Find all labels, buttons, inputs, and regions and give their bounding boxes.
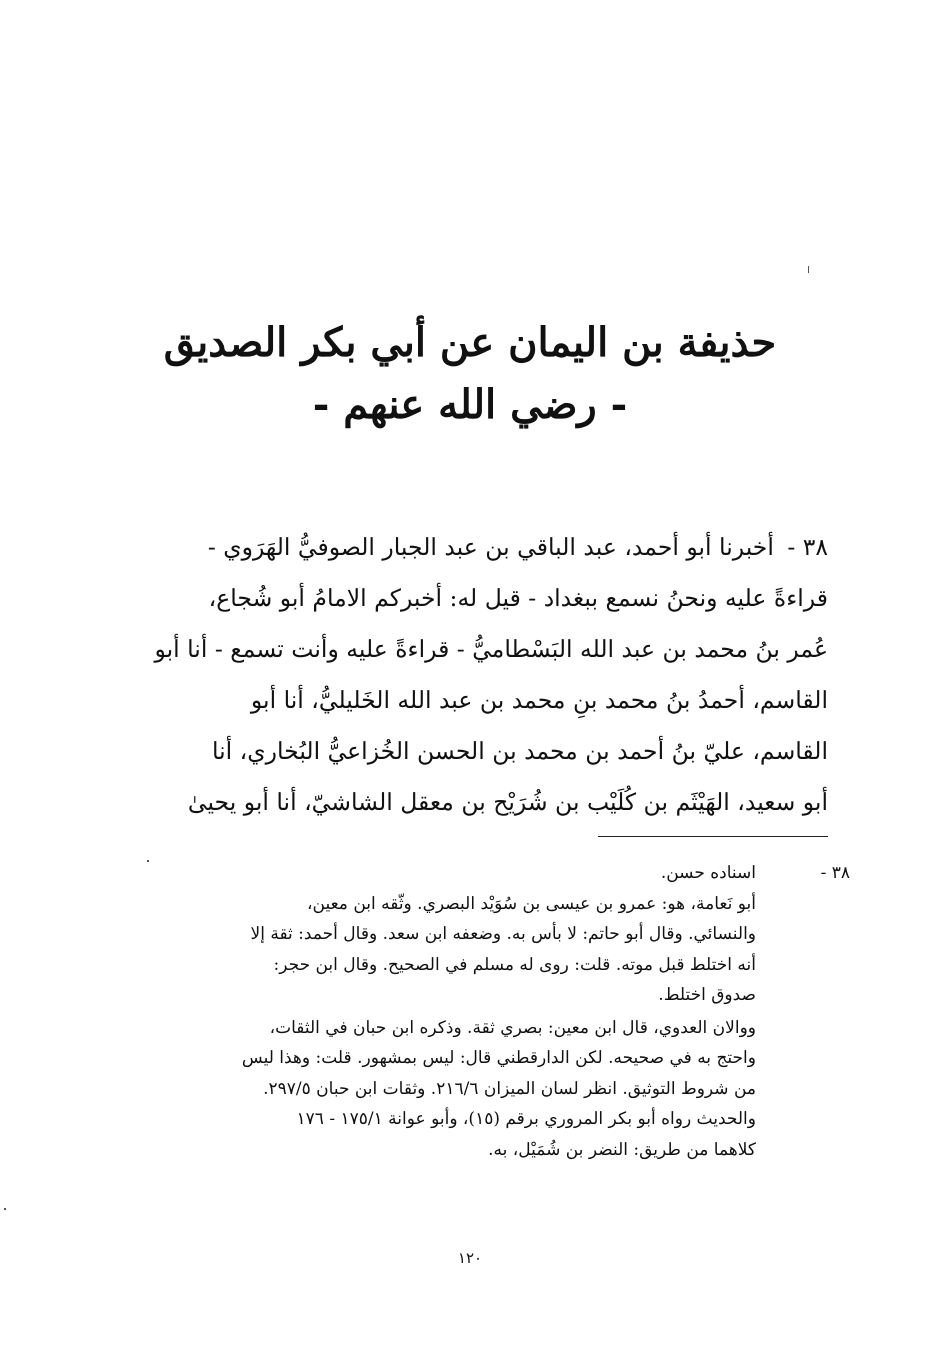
hadith-line: أبو سعيد، الهَيْثَم بن كُلَيْب بن شُرَيْح بن معقل الشاشيّ، أنا أبو يحيىٰ: [187, 788, 828, 816]
footnote-line: من شروط التوثيق. انظر لسان الميزان ٢١٦/٦. وثقات ابن حبان ٢٩٧/٥.: [263, 1078, 756, 1099]
hadith-line: [104, 522, 828, 573]
hadith-number: ٣٨ -: [787, 533, 828, 561]
page-number: ١٢٠: [457, 1249, 483, 1267]
scan-mark: [4, 1208, 6, 1210]
hadith-line: القاسم، عليّ بنُ أحمد بن محمد بن الحسن الخُزاعيُّ البُخاري، أنا: [211, 737, 828, 765]
hadith-text: [104, 522, 828, 828]
footnote-number: ٣٨ -: [820, 863, 850, 883]
hadith-line-text: أخبرنا أبو أحمد، عبد الباقي بن عبد الجبار الصوفيُّ الهَرَوي -: [207, 533, 774, 561]
footnote-line: اسناده حسن.: [660, 863, 756, 883]
footnote-divider: [598, 836, 828, 837]
chapter-title-line-2: - رضي الله عنهم -: [312, 381, 628, 428]
footnote-line: ووالان العدوي، قال ابن معين: بصري ثقة. وذكره ابن حبان في الثقات،: [269, 1017, 756, 1038]
scan-mark: [808, 266, 809, 273]
footnote-line: والنسائي. وقال أبو حاتم: لا بأس به. وضعفه ابن سعد. وقال أحمد: ثقة إلا: [250, 924, 756, 944]
footnote-line: واحتج به في صحيحه. لكن الدارقطني قال: ليس بمشهور. قلت: وهذا ليس: [241, 1048, 756, 1068]
chapter-title: [100, 312, 840, 436]
hadith-line: القاسم، أحمدُ بنُ محمد بنِ محمد بن عبد الله الخَليليُّ، أنا أبو: [250, 686, 828, 714]
footnote-line: أبو نَعامة، هو: عمرو بن عيسى بن سُوَيْد البصري. وثّقه ابن معين،: [307, 893, 756, 914]
hadith-line: قراءةً عليه ونحنُ نسمع ببغداد - قيل له: أخبركم الامامُ أبو شُجاع،: [208, 584, 828, 612]
footnote-line: أنه اختلط قبل موته. قلت: روى له مسلم في الصحيح. وقال ابن حجر:: [273, 954, 756, 975]
footnote-line: كلاهما من طريق: النضر بن شُمَيْل، به.: [488, 1139, 756, 1160]
footnote-line: صدوق اختلط.: [658, 985, 756, 1005]
footnote-line: والحديث رواه أبو بكر المروري برقم (١٥)، وأبو عوانة ١٧٥/١ - ١٧٦: [296, 1109, 756, 1129]
hadith-line: عُمر بنُ محمد بن عبد الله البَسْطاميُّ - قراءةً عليه وأنت تسمع - أنا أبو: [154, 635, 828, 663]
scan-mark: [147, 860, 149, 862]
footnote-text: [96, 858, 756, 1165]
chapter-title-line-1: حذيفة بن اليمان عن أبي بكر الصديق: [163, 319, 777, 366]
